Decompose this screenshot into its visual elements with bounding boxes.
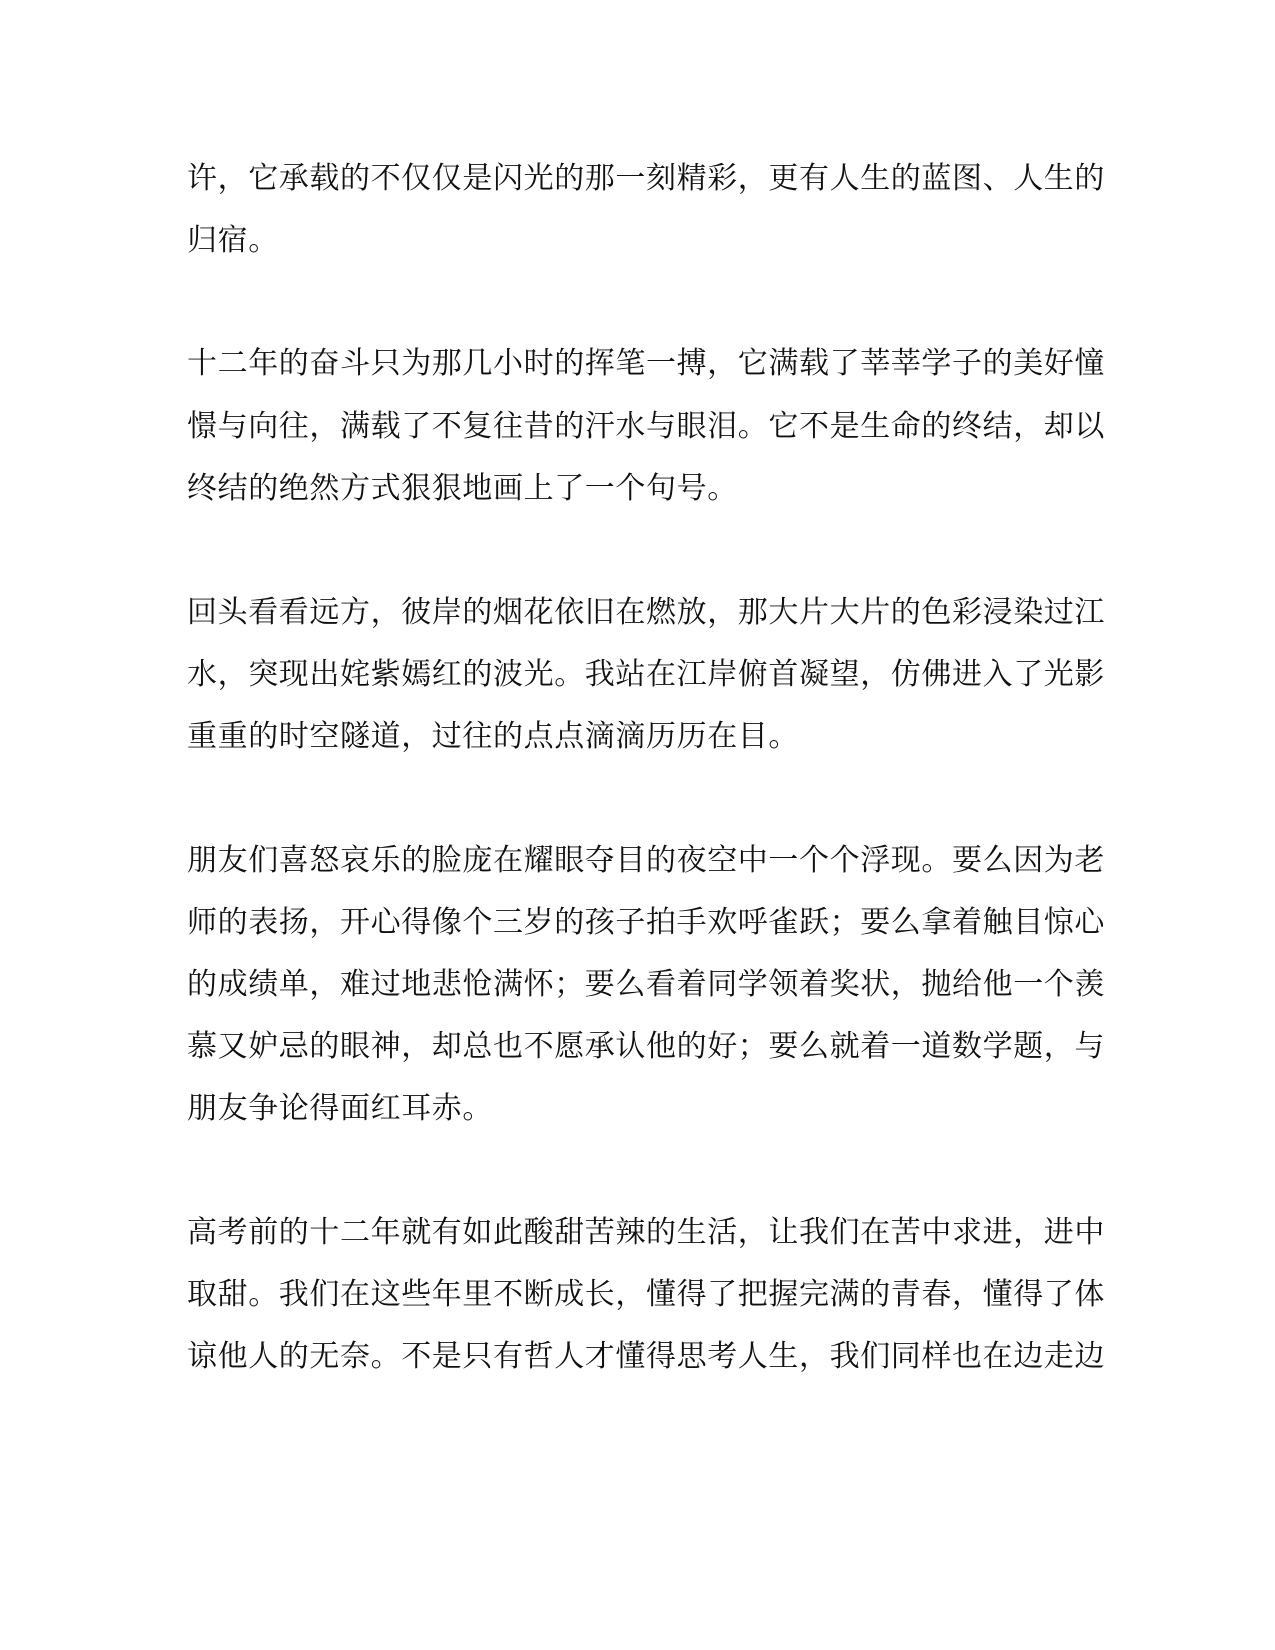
paragraph-4-line-1: 朋友们喜怒哀乐的脸庞在耀眼夺目的夜空中一个个浮现。要么因为老 <box>187 843 1105 878</box>
paragraph-4-line-2: 师的表扬，开心得像个三岁的孩子拍手欢呼雀跃；要么拿着触目惊心 <box>187 905 1105 940</box>
paragraph-2-line-2: 憬与向往，满载了不复往昔的汗水与眼泪。它不是生命的终结，却以 <box>187 409 1105 444</box>
paragraph-3-line-3: 重重的时空隧道，过往的点点滴滴历历在目。 <box>187 719 799 754</box>
paragraph-3-line-2: 水，突现出姹紫嫣红的波光。我站在江岸俯首凝望，仿佛进入了光影 <box>187 657 1105 692</box>
paragraph-5-line-2: 取甜。我们在这些年里不断成长，懂得了把握完满的青春，懂得了体 <box>187 1277 1105 1312</box>
paragraph-2-line-1: 十二年的奋斗只为那几小时的挥笔一搏，它满载了莘莘学子的美好憧 <box>187 346 1105 381</box>
paragraph-4-line-3: 的成绩单，难过地悲怆满怀；要么看着同学领着奖状，抛给他一个羡 <box>187 967 1105 1002</box>
paragraph-3-line-1: 回头看看远方，彼岸的烟花依旧在燃放，那大片大片的色彩浸染过江 <box>187 595 1105 630</box>
paragraph-1-line-2: 归宿。 <box>187 223 279 258</box>
paragraph-5-line-3: 谅他人的无奈。不是只有哲人才懂得思考人生，我们同样也在边走边 <box>187 1339 1105 1374</box>
paragraph-1-line-1: 许，它承载的不仅仅是闪光的那一刻精彩，更有人生的蓝图、人生的 <box>187 161 1105 196</box>
paragraph-4-line-5: 朋友争论得面红耳赤。 <box>187 1091 493 1126</box>
paragraph-2-line-3: 终结的绝然方式狠狠地画上了一个句号。 <box>187 471 738 506</box>
paragraph-5-line-1: 高考前的十二年就有如此酸甜苦辣的生活，让我们在苦中求进，进中 <box>187 1215 1105 1250</box>
paragraph-4-line-4: 慕又妒忌的眼神，却总也不愿承认他的好；要么就着一道数学题，与 <box>187 1029 1105 1064</box>
